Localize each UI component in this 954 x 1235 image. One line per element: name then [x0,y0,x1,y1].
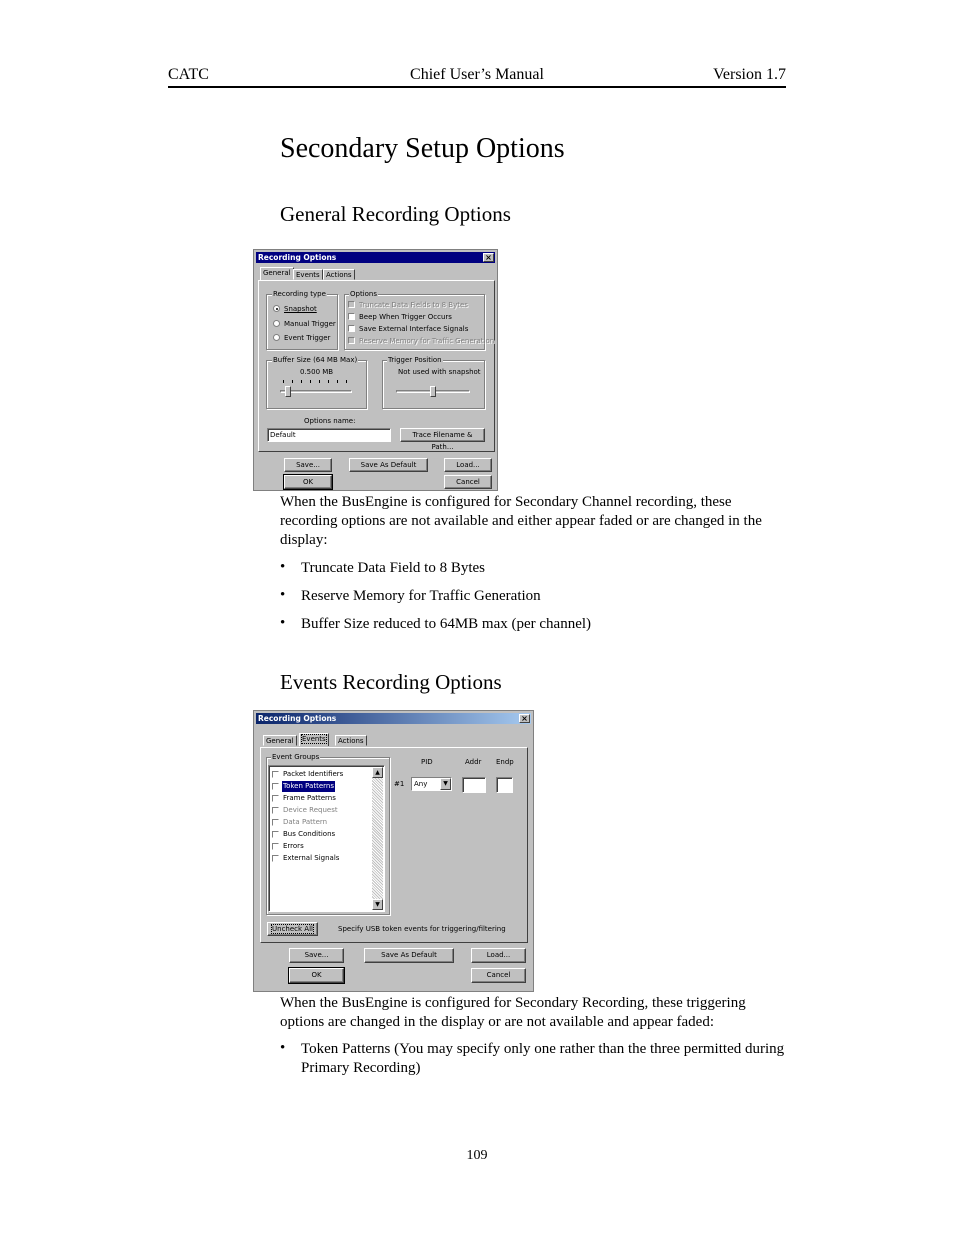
cancel-button[interactable]: Cancel [444,475,492,489]
trace-filename-button[interactable]: Trace Filename & Path... [400,428,485,442]
close-icon[interactable]: × [519,714,530,723]
tab-actions[interactable]: Actions [323,269,355,280]
buffer-size-label: Buffer Size (64 MB Max) [273,356,358,364]
page-number: 109 [466,1148,488,1163]
event-group-checkbox[interactable] [272,855,279,862]
event-groups-label: Event Groups [272,753,320,761]
pid-column-header: PID [421,758,433,766]
save-as-default-button[interactable]: Save As Default [349,458,428,472]
buffer-size-value: 0.500 MB [300,368,334,376]
list-scrollbar[interactable] [372,767,383,910]
events-dialog [253,710,534,992]
header-right: Version 1.7 [713,66,786,83]
checkbox-truncate[interactable] [348,301,355,308]
section-heading-general: General Recording Options [280,202,511,226]
general-paragraph: When the BusEngine is configured for Secondary Channel recording, these recording options are not available and either appear faded or are changed in the display: [280,494,762,548]
event-group-label: Errors [283,842,304,850]
list-item: • Buffer Size reduced to 64MB max (per channel) [280,615,592,632]
checkbox-beep[interactable] [348,313,355,320]
addr-input[interactable] [462,777,486,793]
scroll-up-icon[interactable]: ▲ [372,767,383,778]
tab-events[interactable]: Events [293,269,323,280]
event-group-label: Data Pattern [283,818,328,826]
event-group-checkbox[interactable] [272,843,279,850]
checkbox-reserve-memory-label: Reserve Memory for Traffic Generation [359,337,495,345]
radio-manual-trigger-label: Manual Trigger [284,320,336,328]
ok-button[interactable]: OK [284,475,332,489]
section-heading-events: Events Recording Options [280,670,502,694]
save-button[interactable]: Save... [284,458,332,472]
radio-event-trigger[interactable] [273,334,280,341]
event-group-label: Frame Patterns [283,794,336,802]
general-bullet-list [280,559,786,643]
options-name-input[interactable]: Default [267,428,391,442]
load-button[interactable]: Load... [444,458,492,472]
radio-snapshot[interactable] [273,305,280,312]
options-group-label: Options [350,290,378,298]
event-group-label: Token Patterns [283,782,334,790]
event-group-label: Packet Identifiers [283,770,344,778]
addr-column-header: Addr [465,758,482,766]
event-group-label: Device Request [283,806,338,814]
checkbox-beep-label: Beep When Trigger Occurs [359,313,452,321]
event-group-label: External Signals [283,854,340,862]
tab-general[interactable]: General [260,267,294,280]
header-rule [168,86,786,88]
endp-input[interactable] [496,777,513,793]
pid-select[interactable] [411,777,452,791]
general-dialog [253,249,498,491]
event-group-label: Bus Conditions [283,830,336,838]
uncheck-all-button[interactable]: Uncheck All [267,922,318,936]
checkbox-save-external-label: Save External Interface Signals [359,325,469,333]
endp-column-header: Endp [496,758,514,766]
checkbox-save-external[interactable] [348,325,355,332]
dialog-title: Recording Options [258,253,337,262]
cancel-button[interactable]: Cancel [471,968,526,983]
list-item: • Reserve Memory for Traffic Generation [280,587,541,604]
events-bullet-list [280,1040,786,1087]
buffer-size-slider[interactable] [285,386,291,397]
save-button[interactable]: Save... [289,948,344,963]
events-paragraph: When the BusEngine is configured for Secondary Recording, these triggering options are changed in the display or are not available and appear faded: [280,995,746,1030]
event-groups-list[interactable] [268,765,385,912]
header-center: Chief User’s Manual [410,66,544,83]
event-group-checkbox[interactable] [272,819,279,826]
tab-actions[interactable]: Actions [335,735,367,746]
radio-event-trigger-label: Event Trigger [284,334,331,342]
trigger-position-label: Trigger Position [388,356,442,364]
checkbox-truncate-label: Truncate Data Fields to 8 Bytes [359,301,468,309]
save-as-default-button[interactable]: Save As Default [364,948,454,963]
recording-type-label: Recording type [273,290,326,298]
trigger-position-value: Not used with snapshot [398,368,481,376]
dialog-title-bar [256,713,531,724]
chevron-down-icon[interactable]: ▼ [440,778,451,790]
pid-select-value: Any [414,780,428,788]
radio-manual-trigger[interactable] [273,320,280,327]
checkbox-reserve-memory[interactable] [348,337,355,344]
trigger-position-slider[interactable] [430,386,436,397]
event-group-checkbox[interactable] [272,831,279,838]
events-hint-text: Specify USB token events for triggering/filtering [338,925,506,933]
load-button[interactable]: Load... [471,948,526,963]
radio-snapshot-label: Snapshot [284,305,317,313]
list-item: • Token Patterns (You may specify only one rather than the three permitted during Primary Recording) [280,1040,785,1076]
event-group-checkbox[interactable] [272,783,279,790]
page-title: Secondary Setup Options [280,133,565,164]
options-name-label: Options name: [304,417,356,425]
event-group-checkbox[interactable] [272,771,279,778]
dialog-title: Recording Options [258,714,337,723]
close-icon[interactable]: × [483,253,494,262]
ok-button[interactable]: OK [289,968,344,983]
event-group-checkbox[interactable] [272,807,279,814]
row-number-label: #1 [394,780,405,788]
scroll-down-icon[interactable]: ▼ [372,899,383,910]
tab-events[interactable]: Events [299,733,329,746]
tab-general[interactable]: General [263,735,297,746]
event-group-checkbox[interactable] [272,795,279,802]
dialog-title-bar [256,252,495,263]
list-item: • Truncate Data Field to 8 Bytes [280,559,486,576]
header-left: CATC [168,66,209,83]
